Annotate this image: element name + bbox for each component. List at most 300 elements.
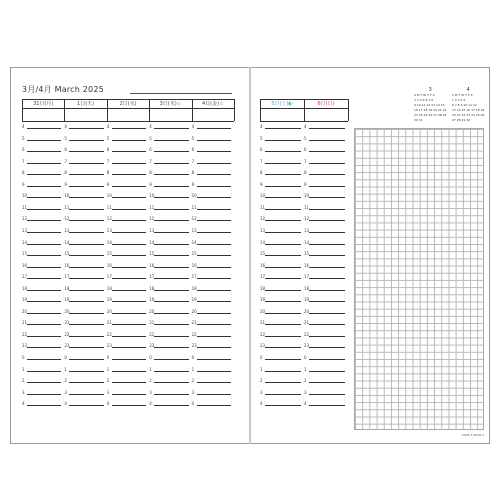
schedule-line[interactable] <box>197 347 231 348</box>
schedule-line[interactable] <box>69 244 103 245</box>
schedule-line[interactable] <box>197 197 231 198</box>
schedule-line[interactable] <box>309 290 345 291</box>
schedule-line[interactable] <box>309 278 345 279</box>
hour-label: 13 <box>149 227 155 233</box>
schedule-line[interactable] <box>69 232 103 233</box>
schedule-line[interactable] <box>112 255 146 256</box>
schedule-line[interactable] <box>197 209 231 210</box>
hour-label: 21 <box>304 320 310 326</box>
hour-label: 12 <box>22 216 28 222</box>
graph-paper-grid[interactable] <box>354 128 484 430</box>
schedule-line[interactable] <box>69 313 103 314</box>
schedule-line[interactable] <box>154 278 188 279</box>
schedule-line[interactable] <box>27 347 61 348</box>
hour-label: 17 <box>260 274 266 280</box>
schedule-line[interactable] <box>265 290 301 291</box>
hour-label: 21 <box>149 320 155 326</box>
schedule-line[interactable] <box>69 290 103 291</box>
hour-label: 9 <box>64 181 67 187</box>
schedule-line[interactable] <box>112 232 146 233</box>
schedule-line[interactable] <box>154 371 188 372</box>
schedule-line[interactable] <box>309 140 345 141</box>
schedule-line[interactable] <box>27 324 61 325</box>
schedule-line[interactable] <box>309 301 345 302</box>
hour-label: 11 <box>260 204 266 210</box>
hour-label: 1 <box>64 366 67 372</box>
hour-label: 7 <box>149 158 152 164</box>
hour-label: 20 <box>106 308 112 314</box>
schedule-line[interactable] <box>154 267 188 268</box>
schedule-line[interactable] <box>154 197 188 198</box>
schedule-line[interactable] <box>309 128 345 129</box>
schedule-line[interactable] <box>69 382 103 383</box>
day-column-divider <box>149 99 150 121</box>
hour-label: 9 <box>22 181 25 187</box>
schedule-line[interactable] <box>69 163 103 164</box>
hour-label: 22 <box>106 331 112 337</box>
schedule-line[interactable] <box>69 278 103 279</box>
schedule-line[interactable] <box>309 163 345 164</box>
hour-label: 14 <box>304 239 310 245</box>
day-header: 31日(月) <box>22 99 64 109</box>
schedule-line[interactable] <box>309 394 345 395</box>
schedule-line[interactable] <box>69 255 103 256</box>
schedule-line[interactable] <box>197 290 231 291</box>
schedule-line[interactable] <box>154 140 188 141</box>
page-title: 3月/4月 March 2025 <box>22 85 104 94</box>
hour-label: 10 <box>64 193 70 199</box>
schedule-line[interactable] <box>197 267 231 268</box>
mini-calendar-march <box>414 87 446 123</box>
schedule-line[interactable] <box>27 336 61 337</box>
hour-label: 8 <box>22 170 25 176</box>
hour-label: 0 <box>22 355 25 360</box>
schedule-line[interactable] <box>265 394 301 395</box>
schedule-line[interactable] <box>265 197 301 198</box>
schedule-line[interactable] <box>112 394 146 395</box>
schedule-line[interactable] <box>309 151 345 152</box>
hour-label: 0 <box>106 355 110 360</box>
schedule-line[interactable] <box>197 359 231 360</box>
hour-label: 18 <box>191 285 197 291</box>
schedule-line[interactable] <box>309 267 345 268</box>
hour-label: 6 <box>22 147 25 153</box>
hour-label: 20 <box>191 308 197 314</box>
hour-label: 16 <box>149 262 155 268</box>
schedule-line[interactable] <box>197 163 231 164</box>
schedule-line[interactable] <box>265 174 301 175</box>
day-note-area[interactable] <box>22 109 64 122</box>
hour-label: 20 <box>304 308 310 314</box>
schedule-line[interactable] <box>309 255 345 256</box>
schedule-line[interactable] <box>112 244 146 245</box>
schedule-line[interactable] <box>265 359 301 360</box>
hour-label: 9 <box>191 181 195 187</box>
schedule-line[interactable] <box>309 209 345 210</box>
schedule-line[interactable] <box>27 220 61 221</box>
hour-label: 0 <box>260 355 263 360</box>
hour-label: 14 <box>22 239 28 245</box>
hour-label: 18 <box>260 285 266 291</box>
schedule-line[interactable] <box>154 220 188 221</box>
schedule-line[interactable] <box>27 267 61 268</box>
schedule-line[interactable] <box>154 324 188 325</box>
hour-label: 13 <box>260 227 266 233</box>
hour-label: 4 <box>106 401 110 407</box>
hour-label: 1 <box>149 366 152 372</box>
schedule-line[interactable] <box>197 278 231 279</box>
schedule-line[interactable] <box>265 220 301 221</box>
hour-label: 6 <box>260 147 263 153</box>
hour-label: 8 <box>106 170 110 176</box>
hour-label: 22 <box>64 331 70 337</box>
schedule-line[interactable] <box>265 267 301 268</box>
hour-label: 23 <box>191 343 197 349</box>
hour-label: 5 <box>149 135 152 141</box>
hour-label: 0 <box>149 355 152 360</box>
schedule-line[interactable] <box>69 209 103 210</box>
hour-label: 14 <box>64 239 70 245</box>
hour-label: 20 <box>22 308 28 314</box>
schedule-line[interactable] <box>309 186 345 187</box>
hour-label: 22 <box>191 331 197 337</box>
schedule-line[interactable] <box>27 197 61 198</box>
schedule-line[interactable] <box>154 232 188 233</box>
schedule-line[interactable] <box>197 232 231 233</box>
schedule-line[interactable] <box>112 382 146 383</box>
hour-label: 7 <box>22 158 25 164</box>
schedule-line[interactable] <box>27 301 61 302</box>
schedule-line[interactable] <box>112 186 146 187</box>
schedule-line[interactable] <box>265 163 301 164</box>
schedule-line[interactable] <box>69 324 103 325</box>
schedule-line[interactable] <box>69 267 103 268</box>
schedule-line[interactable] <box>112 347 146 348</box>
schedule-line[interactable] <box>309 220 345 221</box>
schedule-line[interactable] <box>112 278 146 279</box>
schedule-line[interactable] <box>309 336 345 337</box>
schedule-line[interactable] <box>112 209 146 210</box>
schedule-line[interactable] <box>69 359 103 360</box>
hour-label: 19 <box>260 297 266 303</box>
hour-label: 17 <box>106 274 112 280</box>
schedule-line[interactable] <box>27 140 61 141</box>
schedule-line[interactable] <box>27 186 61 187</box>
schedule-line[interactable] <box>69 394 103 395</box>
schedule-line[interactable] <box>27 255 61 256</box>
schedule-line[interactable] <box>69 336 103 337</box>
hour-label: 3 <box>304 389 307 395</box>
day-note-area[interactable] <box>64 109 106 122</box>
hour-label: 15 <box>64 251 70 257</box>
schedule-line[interactable] <box>112 174 146 175</box>
hour-label: 6 <box>191 147 195 153</box>
hour-label: 13 <box>106 227 112 233</box>
schedule-line[interactable] <box>154 174 188 175</box>
schedule-line[interactable] <box>154 405 188 406</box>
schedule-line[interactable] <box>112 128 146 129</box>
hour-label: 23 <box>22 343 28 349</box>
schedule-line[interactable] <box>265 405 301 406</box>
schedule-line[interactable] <box>197 140 231 141</box>
schedule-line[interactable] <box>112 313 146 314</box>
schedule-line[interactable] <box>309 313 345 314</box>
schedule-line[interactable] <box>27 405 61 406</box>
schedule-line[interactable] <box>69 151 103 152</box>
hour-label: 5 <box>64 135 67 141</box>
schedule-line[interactable] <box>112 163 146 164</box>
hour-label: 18 <box>149 285 155 291</box>
hour-label: 10 <box>106 193 112 199</box>
schedule-line[interactable] <box>154 313 188 314</box>
schedule-line[interactable] <box>27 394 61 395</box>
schedule-line[interactable] <box>309 405 345 406</box>
schedule-line[interactable] <box>197 301 231 302</box>
schedule-line[interactable] <box>265 186 301 187</box>
hour-label: 0 <box>64 355 67 360</box>
schedule-line[interactable] <box>197 371 231 372</box>
schedule-line[interactable] <box>197 382 231 383</box>
hour-label: 9 <box>149 181 152 187</box>
hour-label: 18 <box>106 285 112 291</box>
hour-label: 8 <box>64 170 67 176</box>
hour-label: 20 <box>260 308 266 314</box>
schedule-line[interactable] <box>154 382 188 383</box>
schedule-line[interactable] <box>309 371 345 372</box>
schedule-line[interactable] <box>265 336 301 337</box>
hour-label: 16 <box>22 262 28 268</box>
schedule-line[interactable] <box>112 267 146 268</box>
day-column-divider <box>234 99 235 121</box>
schedule-line[interactable] <box>112 336 146 337</box>
schedule-line[interactable] <box>154 290 188 291</box>
schedule-line[interactable] <box>154 151 188 152</box>
schedule-line[interactable] <box>154 255 188 256</box>
schedule-line[interactable] <box>197 394 231 395</box>
schedule-line[interactable] <box>265 301 301 302</box>
hour-label: 0 <box>191 355 195 360</box>
schedule-line[interactable] <box>265 382 301 383</box>
schedule-line[interactable] <box>197 255 231 256</box>
hour-label: 19 <box>149 297 155 303</box>
hour-label: 11 <box>304 204 310 210</box>
hour-label: 4 <box>304 401 307 407</box>
schedule-line[interactable] <box>197 174 231 175</box>
schedule-line[interactable] <box>154 128 188 129</box>
hour-label: 21 <box>260 320 266 326</box>
schedule-line[interactable] <box>69 140 103 141</box>
schedule-line[interactable] <box>154 359 188 360</box>
hour-label: 22 <box>22 331 28 337</box>
day-note-area[interactable] <box>149 109 191 122</box>
schedule-line[interactable] <box>265 371 301 372</box>
schedule-line[interactable] <box>309 359 345 360</box>
hour-label: 2 <box>191 378 195 384</box>
schedule-line[interactable] <box>112 301 146 302</box>
day-header: 6日(日) <box>304 99 348 109</box>
hour-label: 4 <box>260 401 263 407</box>
schedule-line[interactable] <box>265 151 301 152</box>
hour-label: 10 <box>22 193 28 199</box>
hour-label: 7 <box>64 158 67 164</box>
schedule-line[interactable] <box>27 174 61 175</box>
schedule-line[interactable] <box>309 382 345 383</box>
hour-label: 11 <box>106 204 112 210</box>
schedule-line[interactable] <box>69 405 103 406</box>
schedule-line[interactable] <box>265 232 301 233</box>
schedule-line[interactable] <box>154 209 188 210</box>
hour-label: 12 <box>149 216 155 222</box>
schedule-line[interactable] <box>265 278 301 279</box>
hour-label: 19 <box>22 297 28 303</box>
hour-label: 10 <box>191 193 197 199</box>
schedule-line[interactable] <box>69 174 103 175</box>
hour-label: 18 <box>304 285 310 291</box>
schedule-line[interactable] <box>197 313 231 314</box>
schedule-line[interactable] <box>197 220 231 221</box>
day-note-area[interactable] <box>107 109 149 122</box>
schedule-line[interactable] <box>27 371 61 372</box>
schedule-line[interactable] <box>265 244 301 245</box>
hour-label: 9 <box>304 181 307 187</box>
hour-label: 7 <box>191 158 195 164</box>
hour-label: 4 <box>191 401 195 407</box>
schedule-line[interactable] <box>154 394 188 395</box>
hour-label: 16 <box>64 262 70 268</box>
hour-label: 5 <box>191 135 195 141</box>
hour-label: 2 <box>260 378 263 384</box>
hour-label: 15 <box>106 251 112 257</box>
hour-label: 10 <box>260 193 266 199</box>
day-note-area[interactable] <box>304 109 348 122</box>
hour-label: 12 <box>260 216 266 222</box>
schedule-line[interactable] <box>112 197 146 198</box>
hour-label: 0 <box>304 355 307 360</box>
schedule-line[interactable] <box>69 128 103 129</box>
hour-label: 23 <box>304 343 310 349</box>
schedule-line[interactable] <box>27 359 61 360</box>
schedule-line[interactable] <box>69 347 103 348</box>
schedule-line[interactable] <box>154 301 188 302</box>
schedule-line[interactable] <box>154 336 188 337</box>
hour-label: 19 <box>304 297 310 303</box>
hour-label: 14 <box>106 239 112 245</box>
schedule-line[interactable] <box>27 232 61 233</box>
schedule-line[interactable] <box>69 197 103 198</box>
schedule-line[interactable] <box>27 209 61 210</box>
schedule-line[interactable] <box>154 163 188 164</box>
title-underline <box>130 93 232 94</box>
day-note-area[interactable] <box>260 109 304 122</box>
schedule-line[interactable] <box>309 324 345 325</box>
hour-label: 19 <box>106 297 112 303</box>
schedule-line[interactable] <box>112 359 146 360</box>
schedule-line[interactable] <box>197 186 231 187</box>
hour-label: 1 <box>304 366 307 372</box>
day-column-divider <box>107 99 108 121</box>
day-column-divider <box>304 99 305 121</box>
schedule-line[interactable] <box>27 382 61 383</box>
hour-label: 2 <box>64 378 67 384</box>
schedule-line[interactable] <box>27 128 61 129</box>
schedule-line[interactable] <box>265 209 301 210</box>
hour-label: 15 <box>304 251 310 257</box>
schedule-line[interactable] <box>112 324 146 325</box>
hour-label: 4 <box>260 124 263 129</box>
schedule-line[interactable] <box>309 174 345 175</box>
hour-label: 10 <box>149 193 155 199</box>
hour-label: 19 <box>64 297 70 303</box>
hour-label: 23 <box>64 343 70 349</box>
schedule-line[interactable] <box>154 186 188 187</box>
schedule-line[interactable] <box>112 151 146 152</box>
schedule-line[interactable] <box>69 301 103 302</box>
schedule-line[interactable] <box>197 151 231 152</box>
schedule-line[interactable] <box>197 244 231 245</box>
schedule-line[interactable] <box>309 197 345 198</box>
day-header: 1日(火) <box>64 99 106 109</box>
schedule-line[interactable] <box>265 347 301 348</box>
schedule-line[interactable] <box>265 324 301 325</box>
schedule-line[interactable] <box>27 313 61 314</box>
schedule-line[interactable] <box>27 278 61 279</box>
schedule-line[interactable] <box>154 244 188 245</box>
hour-label: 2 <box>304 378 307 384</box>
mini-cal-week: 9 10 11 12 13 14 15 <box>414 103 445 107</box>
hour-label: 12 <box>191 216 197 222</box>
schedule-line[interactable] <box>27 151 61 152</box>
hour-label: 21 <box>22 320 28 326</box>
day-header: 3日(木)☆ <box>149 99 191 109</box>
schedule-line[interactable] <box>265 140 301 141</box>
schedule-line[interactable] <box>154 347 188 348</box>
schedule-line[interactable] <box>112 405 146 406</box>
schedule-line[interactable] <box>69 186 103 187</box>
hour-label: 21 <box>106 320 112 326</box>
hour-label: 1 <box>22 366 25 372</box>
schedule-line[interactable] <box>197 128 231 129</box>
hour-label: 4 <box>149 401 152 407</box>
schedule-line[interactable] <box>112 290 146 291</box>
mini-cal-week: 16 17 18 19 20 21 22 <box>414 108 447 112</box>
schedule-line[interactable] <box>265 128 301 129</box>
hour-label: 1 <box>106 366 110 372</box>
hour-label: 3 <box>106 389 110 395</box>
schedule-line[interactable] <box>309 244 345 245</box>
schedule-line[interactable] <box>112 140 146 141</box>
schedule-line[interactable] <box>309 347 345 348</box>
schedule-line[interactable] <box>27 290 61 291</box>
hour-label: 4 <box>64 124 67 129</box>
schedule-line[interactable] <box>197 336 231 337</box>
schedule-line[interactable] <box>197 405 231 406</box>
hour-label: 11 <box>191 204 197 210</box>
schedule-line[interactable] <box>27 244 61 245</box>
schedule-line[interactable] <box>112 220 146 221</box>
schedule-line[interactable] <box>27 163 61 164</box>
schedule-line[interactable] <box>197 324 231 325</box>
schedule-line[interactable] <box>265 313 301 314</box>
schedule-line[interactable] <box>309 232 345 233</box>
schedule-line[interactable] <box>112 371 146 372</box>
day-note-area[interactable] <box>192 109 234 122</box>
schedule-line[interactable] <box>69 220 103 221</box>
schedule-line[interactable] <box>265 255 301 256</box>
hour-label: 23 <box>260 343 266 349</box>
hour-label: 1 <box>191 366 195 372</box>
schedule-line[interactable] <box>69 371 103 372</box>
hour-label: 14 <box>260 239 266 245</box>
